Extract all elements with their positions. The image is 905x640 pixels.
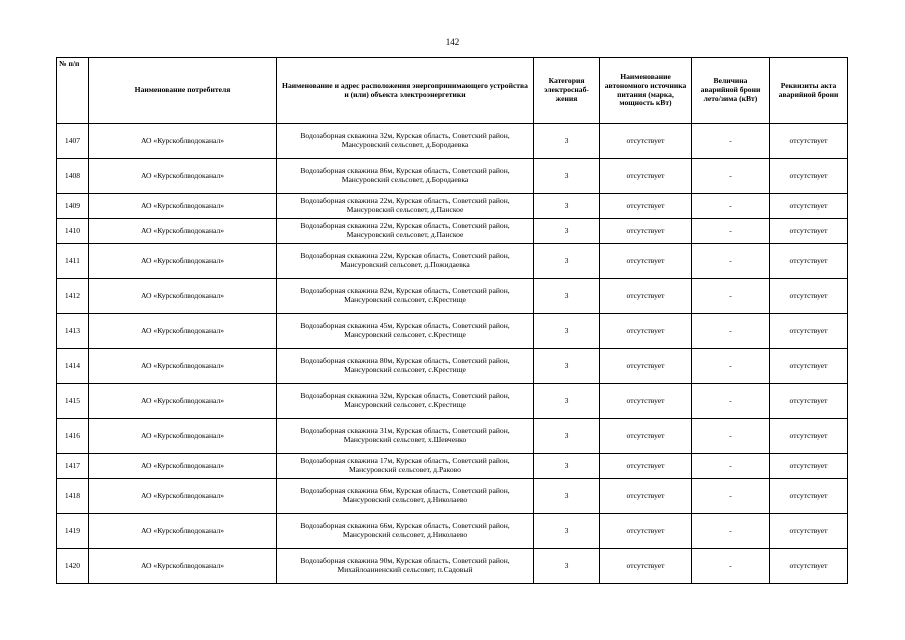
cell-reserve: -: [692, 549, 770, 584]
table-row: [57, 549, 848, 584]
header-act: Реквизиты акта аварийной брони: [770, 58, 848, 124]
cell-consumer: АО «Курскоблводоканал»: [89, 454, 277, 479]
cell-reserve: -: [692, 194, 770, 219]
header-category: Категория электроснаб-жения: [534, 58, 600, 124]
cell-category: 3: [534, 349, 600, 384]
cell-consumer: АО «Курскоблводоканал»: [89, 124, 277, 159]
cell-source: отсутствует: [600, 124, 692, 159]
cell-reserve: -: [692, 419, 770, 454]
cell-source: отсутствует: [600, 419, 692, 454]
cell-source: отсутствует: [600, 194, 692, 219]
cell-category: 3: [534, 384, 600, 419]
header-num: № п/п: [57, 58, 89, 124]
cell-act: отсутствует: [770, 549, 848, 584]
cell-consumer: АО «Курскоблводоканал»: [89, 244, 277, 279]
cell-num: 1420: [57, 549, 89, 584]
cell-consumer: АО «Курскоблводоканал»: [89, 349, 277, 384]
cell-address: Водозаборная скважина 32м, Курская область, Советский район, Мансуровский сельсовет, с.Крестище: [277, 384, 534, 419]
cell-consumer: АО «Курскоблводоканал»: [89, 514, 277, 549]
cell-source: отсутствует: [600, 454, 692, 479]
cell-category: 3: [534, 549, 600, 584]
cell-reserve: -: [692, 279, 770, 314]
cell-act: отсутствует: [770, 159, 848, 194]
cell-reserve: -: [692, 244, 770, 279]
cell-address: Водозаборная скважина 32м, Курская область, Советский район, Мансуровский сельсовет, д.Бородаевка: [277, 124, 534, 159]
cell-reserve: -: [692, 159, 770, 194]
cell-address: Водозаборная скважина 90м, Курская область, Советский район, Михайлоанненский сельсовет, п.Садовый: [277, 549, 534, 584]
table-row: [57, 454, 848, 479]
cell-address: Водозаборная скважина 45м, Курская область, Советский район, Мансуровский сельсовет, с.Крестище: [277, 314, 534, 349]
cell-consumer: АО «Курскоблводоканал»: [89, 219, 277, 244]
cell-act: отсутствует: [770, 219, 848, 244]
cell-act: отсутствует: [770, 419, 848, 454]
table-row: [57, 244, 848, 279]
header-source: Наименование автономного источника питания (марка, мощность кВт): [600, 58, 692, 124]
cell-num: 1416: [57, 419, 89, 454]
cell-num: 1407: [57, 124, 89, 159]
cell-category: 3: [534, 194, 600, 219]
cell-category: 3: [534, 454, 600, 479]
cell-consumer: АО «Курскоблводоканал»: [89, 549, 277, 584]
cell-address: Водозаборная скважина 66м, Курская область, Советский район, Мансуровский сельсовет, д.Николаево: [277, 514, 534, 549]
cell-act: отсутствует: [770, 384, 848, 419]
cell-num: 1417: [57, 454, 89, 479]
cell-num: 1413: [57, 314, 89, 349]
cell-act: отсутствует: [770, 194, 848, 219]
table-row: [57, 219, 848, 244]
cell-consumer: АО «Курскоблводоканал»: [89, 419, 277, 454]
cell-category: 3: [534, 219, 600, 244]
cell-act: отсутствует: [770, 279, 848, 314]
page-number: 142: [445, 37, 460, 47]
cell-act: отсутствует: [770, 244, 848, 279]
cell-act: отсутствует: [770, 454, 848, 479]
cell-source: отсутствует: [600, 479, 692, 514]
cell-source: отсутствует: [600, 549, 692, 584]
cell-reserve: -: [692, 314, 770, 349]
consumers-table: [56, 57, 848, 584]
cell-address: Водозаборная скважина 22м, Курская область, Советский район, Мансуровский сельсовет, д.Панское: [277, 219, 534, 244]
cell-category: 3: [534, 244, 600, 279]
header-row: [57, 58, 848, 124]
cell-address: Водозаборная скважина 86м, Курская область, Советский район, Мансуровский сельсовет, д.Бородаевка: [277, 159, 534, 194]
cell-num: 1418: [57, 479, 89, 514]
table-row: [57, 419, 848, 454]
cell-source: отсутствует: [600, 159, 692, 194]
cell-act: отсутствует: [770, 314, 848, 349]
cell-category: 3: [534, 479, 600, 514]
table-row: [57, 124, 848, 159]
cell-source: отсутствует: [600, 219, 692, 244]
cell-reserve: -: [692, 454, 770, 479]
cell-num: 1419: [57, 514, 89, 549]
cell-act: отсутствует: [770, 514, 848, 549]
cell-category: 3: [534, 514, 600, 549]
cell-source: отсутствует: [600, 349, 692, 384]
table-row: [57, 349, 848, 384]
cell-num: 1409: [57, 194, 89, 219]
cell-reserve: -: [692, 384, 770, 419]
table-row: [57, 159, 848, 194]
cell-category: 3: [534, 419, 600, 454]
cell-consumer: АО «Курскоблводоканал»: [89, 479, 277, 514]
cell-address: Водозаборная скважина 80м, Курская область, Советский район, Мансуровский сельсовет, с.Крестище: [277, 349, 534, 384]
cell-address: Водозаборная скважина 82м, Курская область, Советский район, Мансуровский сельсовет, с.Крестище: [277, 279, 534, 314]
header-reserve: Величина аварийной брони лето/зима (кВт): [692, 58, 770, 124]
cell-address: Водозаборная скважина 22м, Курская область, Советский район, Мансуровский сельсовет, д.Пожидаевка: [277, 244, 534, 279]
cell-source: отсутствует: [600, 279, 692, 314]
cell-num: 1410: [57, 219, 89, 244]
cell-reserve: -: [692, 124, 770, 159]
table-row: [57, 194, 848, 219]
cell-source: отсутствует: [600, 244, 692, 279]
cell-num: 1411: [57, 244, 89, 279]
cell-source: отсутствует: [600, 514, 692, 549]
cell-address: Водозаборная скважина 31м, Курская область, Советский район, Мансуровский сельсовет, х.Шевченко: [277, 419, 534, 454]
cell-num: 1412: [57, 279, 89, 314]
table-row: [57, 314, 848, 349]
cell-source: отсутствует: [600, 384, 692, 419]
cell-category: 3: [534, 159, 600, 194]
cell-address: Водозаборная скважина 17м, Курская область, Советский район, Мансуровский сельсовет, д.Раково: [277, 454, 534, 479]
header-consumer: Наименование потребителя: [89, 58, 277, 124]
cell-consumer: АО «Курскоблводоканал»: [89, 194, 277, 219]
cell-reserve: -: [692, 219, 770, 244]
table-row: [57, 479, 848, 514]
table-row: [57, 279, 848, 314]
cell-num: 1414: [57, 349, 89, 384]
cell-num: 1408: [57, 159, 89, 194]
cell-address: Водозаборная скважина 66м, Курская область, Советский район, Мансуровский сельсовет, д.Николаево: [277, 479, 534, 514]
cell-act: отсутствует: [770, 349, 848, 384]
cell-category: 3: [534, 314, 600, 349]
cell-consumer: АО «Курскоблводоканал»: [89, 384, 277, 419]
cell-consumer: АО «Курскоблводоканал»: [89, 279, 277, 314]
cell-source: отсутствует: [600, 314, 692, 349]
cell-act: отсутствует: [770, 124, 848, 159]
cell-reserve: -: [692, 349, 770, 384]
cell-reserve: -: [692, 479, 770, 514]
cell-consumer: АО «Курскоблводоканал»: [89, 314, 277, 349]
cell-category: 3: [534, 279, 600, 314]
cell-num: 1415: [57, 384, 89, 419]
cell-consumer: АО «Курскоблводоканал»: [89, 159, 277, 194]
cell-act: отсутствует: [770, 479, 848, 514]
table-row: [57, 384, 848, 419]
table-row: [57, 514, 848, 549]
cell-reserve: -: [692, 514, 770, 549]
cell-address: Водозаборная скважина 22м, Курская область, Советский район, Мансуровский сельсовет, д.Панское: [277, 194, 534, 219]
header-address: Наименование и адрес расположения энергопринимающего устройства и (или) объекта электроэнергетики: [277, 58, 534, 124]
cell-category: 3: [534, 124, 600, 159]
